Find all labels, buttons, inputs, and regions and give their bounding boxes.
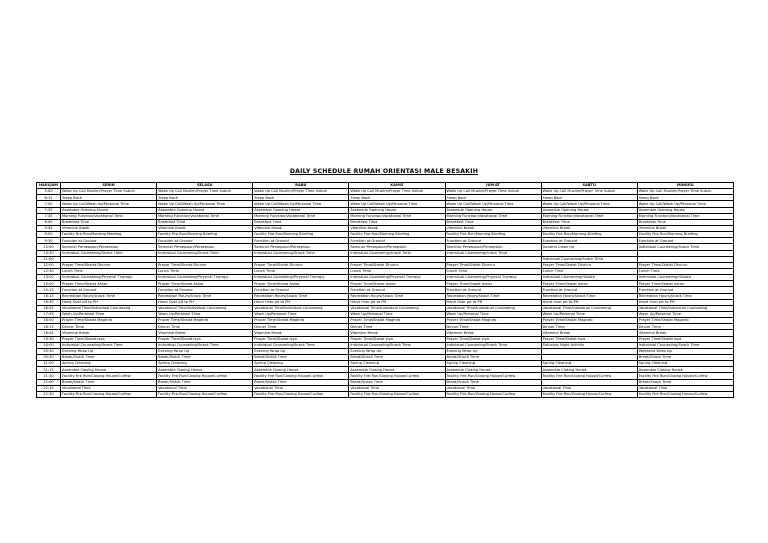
- activity-cell: Facility Fire Run/Closing House/Curfew: [157, 373, 253, 379]
- activity-cell: Vocational Time: [637, 385, 733, 391]
- activity-cell: Prayer Time/Shalat Isya: [253, 336, 349, 342]
- activity-cell: Hand Over pit to PH: [541, 299, 637, 305]
- activity-cell: Breakfast Time: [445, 219, 541, 225]
- activity-cell: Spring Cleaning: [253, 361, 349, 367]
- activity-cell: Wake Up Call/Wash Up/Personal Time: [445, 201, 541, 207]
- activity-cell: Recreation Hours/Snack Time: [253, 293, 349, 299]
- activity-cell: Individual Counseling/Physical Therapy: [61, 275, 157, 281]
- activity-cell: Facility Fire Run/Closing House/Curfew: [157, 391, 253, 397]
- activity-cell: Break/Snack Time: [157, 354, 253, 360]
- activity-cell: Individual Counseling/Snack Time: [157, 250, 253, 256]
- time-cell: 7:30: [37, 207, 61, 213]
- activity-cell: Assemble Closing House: [541, 367, 637, 373]
- activity-cell: Function at Ground: [157, 287, 253, 293]
- activity-cell: Hand Over pit to PH: [349, 299, 445, 305]
- activity-cell: Seminar Persepsion/Persepsion: [157, 244, 253, 250]
- activity-cell: Wake Up Call Muslim/Prayer Time Subuh: [541, 189, 637, 195]
- activity-cell: Morning Function/Vocational Time: [253, 213, 349, 219]
- activity-cell: Facility Fire Run/Closing House/Curfew: [541, 391, 637, 397]
- activity-cell: Assemble Opening House: [157, 207, 253, 213]
- activity-cell: Vocational Time: [349, 385, 445, 391]
- activity-cell: Recreation Hours/Snack Time: [637, 293, 733, 299]
- activity-cell: Prayer Time/Shalat Dhuhur: [61, 262, 157, 268]
- activity-cell: Sleep Back: [157, 195, 253, 201]
- activity-cell: Prayer Time/Shalat Maghrib: [157, 318, 253, 324]
- activity-cell: Assemble Closing House: [157, 367, 253, 373]
- activity-cell: Individual Counseling/Snack Time: [349, 250, 445, 256]
- activity-cell: Recreation Hours/Snack Time: [541, 293, 637, 299]
- activity-cell: Assemble Closing House: [349, 367, 445, 373]
- activity-cell: Spring Cleaning: [157, 361, 253, 367]
- activity-cell: Vocational Time: [541, 385, 637, 391]
- activity-cell: Recreation Hours/Snack Time: [445, 293, 541, 299]
- activity-cell: Prayer Time/Shalat Dhuhur: [253, 262, 349, 268]
- activity-cell: Prayer Time/Shalat Ashar: [253, 281, 349, 287]
- activity-cell: Prayer Time/Shalat Dhuhur: [349, 262, 445, 268]
- activity-cell: Break/Snack Time: [253, 354, 349, 360]
- activity-cell: Evening Wrap Up: [61, 348, 157, 354]
- activity-cell: Prayer Time/Shalat Ashar: [637, 281, 733, 287]
- activity-cell: Wake Up Call Muslim/Prayer Time Subuh: [253, 189, 349, 195]
- activity-cell: Vitamine Break: [157, 225, 253, 231]
- activity-cell: Vitamine Break: [637, 225, 733, 231]
- activity-cell: Break/Snack Time: [157, 379, 253, 385]
- activity-cell: Individual Counseling/Physical Therapy: [445, 275, 541, 281]
- activity-cell: Individual Counseling/Snack Time: [253, 250, 349, 256]
- header-cell-rabu: RABU: [253, 183, 349, 189]
- activity-cell: Facility Fire Run/Morning Briefing: [349, 232, 445, 238]
- time-cell: 12:00: [37, 262, 61, 268]
- activity-cell: Hand Over pit to PH: [253, 299, 349, 305]
- activity-cell: Wake Up Call/Wash Up/Personal Time: [637, 201, 733, 207]
- activity-cell: Function at Ground: [253, 238, 349, 244]
- time-cell: 13:00: [37, 275, 61, 281]
- time-cell: 22:30: [37, 391, 61, 397]
- activity-cell: Function at Ground: [253, 287, 349, 293]
- time-cell: 15:15: [37, 287, 61, 293]
- time-cell: 16:15: [37, 293, 61, 299]
- time-cell: 22:15: [37, 385, 61, 391]
- page-title: DAILY SCHEDULE RUMAH ORIENTASI MALE BESAKIH: [289, 168, 479, 175]
- activity-cell: Prayer Time/Shalat Maghrib: [541, 318, 637, 324]
- activity-cell: Function at Ground: [349, 238, 445, 244]
- activity-cell: Wake Up Call Muslim/Prayer Time Subuh: [349, 189, 445, 195]
- activity-cell: Lunch Time: [253, 268, 349, 274]
- activity-cell: Individual Counseling/Snack Time: [157, 342, 253, 348]
- activity-cell: Break/Snack Time: [253, 379, 349, 385]
- activity-cell: Wash Up/Personal Time: [637, 311, 733, 317]
- time-cell: 17:45: [37, 311, 61, 317]
- activity-cell: Function at Ground: [157, 238, 253, 244]
- activity-cell: Dinner Time: [157, 324, 253, 330]
- activity-cell: Seminar Persepsion/Persepsion: [61, 244, 157, 250]
- activity-cell: Dinner Time: [349, 324, 445, 330]
- activity-cell: Recreation Hours/Snack Time: [157, 293, 253, 299]
- activity-cell: Prayer Time/Shalat Isya: [349, 336, 445, 342]
- activity-cell: Dinner Time: [253, 324, 349, 330]
- time-cell: 9:00: [37, 232, 61, 238]
- activity-cell: Break/Snack Time: [349, 379, 445, 385]
- header-cell-minggu: MINGGU: [637, 183, 733, 189]
- activity-cell: Vitamine Break: [445, 225, 541, 231]
- time-cell: 9:45: [37, 225, 61, 231]
- activity-cell: Facility Fire Run/Morning Briefing: [541, 232, 637, 238]
- activity-cell: Weekend Wrap Up: [637, 348, 733, 354]
- activity-cell: Evening Wrap Up: [157, 348, 253, 354]
- activity-cell: Lunch Time: [445, 268, 541, 274]
- activity-cell: Vitamine Break: [61, 225, 157, 231]
- activity-cell: Seminar Persepsion/Persepsion: [445, 244, 541, 250]
- activity-cell: Function at Ground: [61, 238, 157, 244]
- activity-cell: Hand Over pit to PH: [637, 299, 733, 305]
- activity-cell: Break/Snack Time: [637, 379, 733, 385]
- activity-cell: Lunch Time: [541, 268, 637, 274]
- activity-cell: Individual Counseling/Ollaste: [541, 275, 637, 281]
- activity-cell: Facility Fire Run/Closing House/Curfew: [637, 373, 733, 379]
- activity-cell: Prayer Time/Shalat Maghrib: [61, 318, 157, 324]
- activity-cell: Individual Counseling/Snack Time: [445, 250, 541, 256]
- activity-cell: Prayer Time/Shalat Maghrib: [253, 318, 349, 324]
- activity-cell: Wash Up/Personal Time: [157, 311, 253, 317]
- activity-cell: Breakfast Time: [61, 219, 157, 225]
- activity-cell: Morning Function/Vocational Time: [157, 213, 253, 219]
- time-cell: 8:00: [37, 219, 61, 225]
- activity-cell: Vocational Time/Individual Counseling: [637, 305, 733, 311]
- activity-cell: Assemble Closing House: [445, 367, 541, 373]
- activity-cell: Vocational Time/Individual Counseling: [61, 305, 157, 311]
- activity-cell: Dinner Time: [61, 324, 157, 330]
- time-cell: 11:00: [37, 256, 61, 262]
- schedule-table: [36, 182, 734, 398]
- activity-cell: Morning Function/Vocational Time: [637, 213, 733, 219]
- activity-cell: Facility Fire Run/Morning Briefing: [253, 232, 349, 238]
- header-cell-jumat: JUM'AT: [445, 183, 541, 189]
- header-cell-kamis: KAMIS: [349, 183, 445, 189]
- activity-cell: Sleep Back: [253, 195, 349, 201]
- activity-cell: Wake Up Call Muslim/Prayer Time Subuh: [61, 189, 157, 195]
- activity-cell: Breakfast Time: [157, 219, 253, 225]
- activity-cell: Wake Up Call Muslim/Prayer Time Subuh: [157, 189, 253, 195]
- activity-cell: Individual Counseling/Snack Time: [637, 342, 733, 348]
- activity-cell: Morning Function/Vocational Time: [61, 213, 157, 219]
- activity-cell: Breakfast Time: [541, 219, 637, 225]
- time-cell: 7:00: [37, 201, 61, 207]
- activity-cell: Break/Snack Time: [445, 379, 541, 385]
- activity-cell: Facility Fire Run/Morning Briefing: [445, 232, 541, 238]
- activity-cell: Wash Up/Personal Time: [349, 311, 445, 317]
- activity-cell: Vitamine Break: [541, 225, 637, 231]
- activity-cell: Individual Counseling/Ollaste: [637, 275, 733, 281]
- time-cell: 18:15: [37, 324, 61, 330]
- header-cell-sabtu: SABTU: [541, 183, 637, 189]
- activity-cell: Function at Ground: [541, 238, 637, 244]
- activity-cell: Prayer Time/Shalat Ashar: [541, 281, 637, 287]
- activity-cell: Facility Fire Run/Closing House/Curfew: [445, 373, 541, 379]
- activity-cell: Lunch Time: [637, 268, 733, 274]
- activity-cell: Break/Snack Time: [349, 354, 445, 360]
- time-cell: 10:00: [37, 244, 61, 250]
- activity-cell: Individual Counseling/Snack Time: [61, 250, 157, 256]
- activity-cell: Sleep Back: [637, 195, 733, 201]
- activity-cell: General Clean Up: [541, 244, 637, 250]
- time-cell: 20:30: [37, 354, 61, 360]
- activity-cell: Vitamine Break: [349, 225, 445, 231]
- activity-cell: Prayer Time/Shalat Maghrib: [349, 318, 445, 324]
- activity-cell: Saturday Night Activity: [541, 342, 637, 348]
- activity-cell: Facility Fire Run/Closing House/Curfew: [253, 391, 349, 397]
- activity-cell: Function at Ground: [637, 287, 733, 293]
- activity-cell: Prayer Time/Shalat Dhuhur: [445, 262, 541, 268]
- header-cell-selasa: SELASA: [157, 183, 253, 189]
- activity-cell: Evening Wrap Up: [253, 348, 349, 354]
- activity-cell: Prayer Time/Shalat Isya: [61, 336, 157, 342]
- activity-cell: Vitamine Break: [61, 330, 157, 336]
- activity-cell: Vocational Time/Individual Counseling: [157, 305, 253, 311]
- time-cell: 10:30: [37, 250, 61, 256]
- activity-cell: Individual Counseling/Physical Therapy: [253, 275, 349, 281]
- activity-cell: Break/Snack Time: [61, 379, 157, 385]
- activity-cell: Assemble Opening House: [541, 207, 637, 213]
- activity-cell: Function at Ground: [541, 287, 637, 293]
- activity-cell: Facility Fire Run/Closing House/Curfew: [61, 391, 157, 397]
- activity-cell: Function at Ground: [445, 287, 541, 293]
- activity-cell: Prayer Time/Shalat Ashar: [445, 281, 541, 287]
- activity-cell: Break/Snack Time: [61, 354, 157, 360]
- activity-cell: Wash Up/Personal Time: [541, 311, 637, 317]
- activity-cell: Wake Up Call Muslim/Prayer Time Subuh: [637, 189, 733, 195]
- activity-cell: Vocational Time: [445, 385, 541, 391]
- activity-cell: Wash Up/Personal Time: [61, 311, 157, 317]
- activity-cell: Vitamine Break: [541, 330, 637, 336]
- activity-cell: Sleep Back: [445, 195, 541, 201]
- activity-cell: Spring Cleaning: [541, 361, 637, 367]
- activity-cell: Sleep Back: [541, 195, 637, 201]
- activity-cell: Vitamine Break: [253, 225, 349, 231]
- activity-cell: Seminar Persepsion/Persepsion: [253, 244, 349, 250]
- activity-cell: Prayer Time/Shalat Isya: [157, 336, 253, 342]
- activity-cell: Assemble Opening House: [61, 207, 157, 213]
- activity-cell: Hand Over pit to PH: [445, 299, 541, 305]
- time-cell: 21:00: [37, 361, 61, 367]
- activity-cell: Prayer Time/Shalat Ashar: [157, 281, 253, 287]
- activity-cell: Prayer Time/Shalat Maghrib: [445, 318, 541, 324]
- activity-cell: Wake Up Call/Wash Up/Personal Time: [157, 201, 253, 207]
- activity-cell: Vitamine Break: [253, 330, 349, 336]
- time-cell: 18:00: [37, 318, 61, 324]
- activity-cell: Prayer Time/Shalat Dhuhur: [541, 262, 637, 268]
- activity-cell: Prayer Time/Shalat Isya: [541, 336, 637, 342]
- activity-cell: Wash Up/Personal Time: [445, 311, 541, 317]
- activity-cell: Evening Wrap Up: [349, 348, 445, 354]
- activity-cell: Hand Over pit to PH: [157, 299, 253, 305]
- activity-cell: Individual Counseling/Snack Time: [637, 244, 733, 250]
- activity-cell: Lunch Time: [61, 268, 157, 274]
- activity-cell: Vitamine Break: [445, 330, 541, 336]
- schedule-body: [37, 189, 734, 398]
- activity-cell: Vitamine Break: [349, 330, 445, 336]
- activity-cell: Prayer Time/Shalat Maghrib: [637, 318, 733, 324]
- activity-cell: Wake Up Call/Wash Up/Personal Time: [253, 201, 349, 207]
- time-cell: 21:30: [37, 373, 61, 379]
- activity-cell: Vocational Time: [61, 385, 157, 391]
- activity-cell: Vocational Time/Individual Counseling: [349, 305, 445, 311]
- time-cell: 5:00: [37, 189, 61, 195]
- activity-cell: Breakfast Time: [349, 219, 445, 225]
- activity-cell: Breakfast Time: [637, 219, 733, 225]
- activity-cell: Individual Counseling/Physical Therapy: [157, 275, 253, 281]
- time-cell: 9:30: [37, 238, 61, 244]
- activity-cell: Individual Counseling/Physical Therapy: [349, 275, 445, 281]
- activity-cell: Sleep Back: [349, 195, 445, 201]
- activity-cell: Prayer Time/Shalat Ashar: [349, 281, 445, 287]
- activity-cell: Prayer Time/Shalat Dhuhur: [157, 262, 253, 268]
- activity-cell: Vocational Time/Individual Counseling: [445, 305, 541, 311]
- activity-cell: Facility Fire Run/Closing House/Curfew: [349, 391, 445, 397]
- activity-cell: Spring Cleaning: [349, 361, 445, 367]
- activity-cell: Break/Snack Time: [445, 354, 541, 360]
- activity-cell: Individual Counseling/Snack Time: [541, 256, 637, 262]
- activity-cell: Assemble Closing House: [253, 367, 349, 373]
- activity-cell: Break/Snack Time: [637, 354, 733, 360]
- activity-cell: Vitamine Break: [157, 330, 253, 336]
- activity-cell: Facility Fire Run/Morning Briefing: [157, 232, 253, 238]
- activity-cell: Facility Fire Run/Morning Meeting: [61, 232, 157, 238]
- activity-cell: Facility Fire Run/Closing House/Curfew: [445, 391, 541, 397]
- activity-cell: Assemble Opening House: [349, 207, 445, 213]
- time-cell: 16:30: [37, 299, 61, 305]
- activity-cell: Prayer Time/Shalat Dhuhur: [637, 262, 733, 268]
- activity-cell: Breakfast Time: [253, 219, 349, 225]
- activity-cell: Assemble Opening House: [637, 207, 733, 213]
- time-cell: 21:15: [37, 367, 61, 373]
- activity-cell: Assemble Closing House: [637, 367, 733, 373]
- activity-cell: Sleep Back: [61, 195, 157, 201]
- activity-cell: Vocational Time: [157, 385, 253, 391]
- activity-cell: Hand Over pit to PH: [61, 299, 157, 305]
- activity-cell: Individual Counseling/Snack Time: [445, 342, 541, 348]
- activity-cell: Wake Up Call/Wash Up/Personal Time: [349, 201, 445, 207]
- activity-cell: Function at Ground: [61, 287, 157, 293]
- activity-cell: Function at Ground: [445, 238, 541, 244]
- activity-cell: Vocational Time/Individual Counseling: [253, 305, 349, 311]
- activity-cell: Morning Function/Vocational Time: [445, 213, 541, 219]
- activity-cell: Function at Ground: [349, 287, 445, 293]
- activity-cell: Recreation Hours/Snack Time: [61, 293, 157, 299]
- activity-cell: Dinner Time: [445, 324, 541, 330]
- activity-cell: Seminar Persepsion/Persepsion: [349, 244, 445, 250]
- activity-cell: Prayer Time/Shalat Isya: [445, 336, 541, 342]
- header-cell-senin: SENIN: [61, 183, 157, 189]
- activity-cell: Facility Fire Run/Closing House/Curfew: [61, 373, 157, 379]
- activity-cell: Vocational Time: [253, 385, 349, 391]
- activity-cell: Facility Fire Run/Morning Briefing: [637, 232, 733, 238]
- time-cell: 16:45: [37, 305, 61, 311]
- activity-cell: Spring Cleaning: [445, 361, 541, 367]
- activity-cell: Function at Ground: [637, 238, 733, 244]
- activity-cell: Morning Function/Vocational Time: [541, 213, 637, 219]
- activity-cell: Facility Fire Run/Closing House/Curfew: [637, 391, 733, 397]
- activity-cell: Prayer Time/Shalat Isya: [637, 336, 733, 342]
- activity-cell: Individual Counseling/Snack Time: [253, 342, 349, 348]
- activity-cell: Dinner Time: [541, 324, 637, 330]
- activity-cell: Assemble Opening House: [445, 207, 541, 213]
- activity-cell: Individual Counseling/Snack Time: [61, 342, 157, 348]
- activity-cell: Wake Up Call/Wash Up/Personal Time: [61, 201, 157, 207]
- activity-cell: Individual Counseling/Snack Time: [349, 342, 445, 348]
- activity-cell: Facility Fire Run/Closing House/Curfew: [541, 373, 637, 379]
- time-cell: 19:30: [37, 336, 61, 342]
- activity-cell: Prayer Time/Shalat Ashar: [61, 281, 157, 287]
- time-cell: 18:45: [37, 330, 61, 336]
- time-cell: 22:00: [37, 379, 61, 385]
- table-row: [37, 391, 734, 397]
- activity-cell: Vitamine Break: [637, 330, 733, 336]
- activity-cell: Lunch Time: [157, 268, 253, 274]
- activity-cell: Assemble Opening House: [253, 207, 349, 213]
- activity-cell: Wake Up Call Muslim/Prayer Time Subuh: [445, 189, 541, 195]
- activity-cell: Vocational Time/Individual Counseling: [541, 305, 637, 311]
- activity-cell: Facility Fire Run/Closing House/Curfew: [253, 373, 349, 379]
- activity-cell: Spring Cleaning: [61, 361, 157, 367]
- activity-cell: Spring Cleaning: [637, 361, 733, 367]
- time-cell: 20:30: [37, 348, 61, 354]
- activity-cell: Facility Fire Run/Closing House/Curfew: [349, 373, 445, 379]
- activity-cell: Lunch Time: [349, 268, 445, 274]
- activity-cell: Morning Function/Vocational Time: [349, 213, 445, 219]
- activity-cell: Wake Up Call/Wash Up/Personal Time: [541, 201, 637, 207]
- activity-cell: Dinner Time: [637, 324, 733, 330]
- time-cell: 12:30: [37, 268, 61, 274]
- activity-cell: Wash Up/Personal Time: [253, 311, 349, 317]
- time-cell: 20:00: [37, 342, 61, 348]
- time-cell: 7:45: [37, 213, 61, 219]
- time-cell: 15:00: [37, 281, 61, 287]
- header-cell-time: HARI/JAM: [37, 183, 61, 189]
- activity-cell: Assemble Closing House: [61, 367, 157, 373]
- activity-cell: Recreation Hours/Snack Time: [349, 293, 445, 299]
- activity-cell: Evening Wrap Up: [445, 348, 541, 354]
- time-cell: 6:15: [37, 195, 61, 201]
